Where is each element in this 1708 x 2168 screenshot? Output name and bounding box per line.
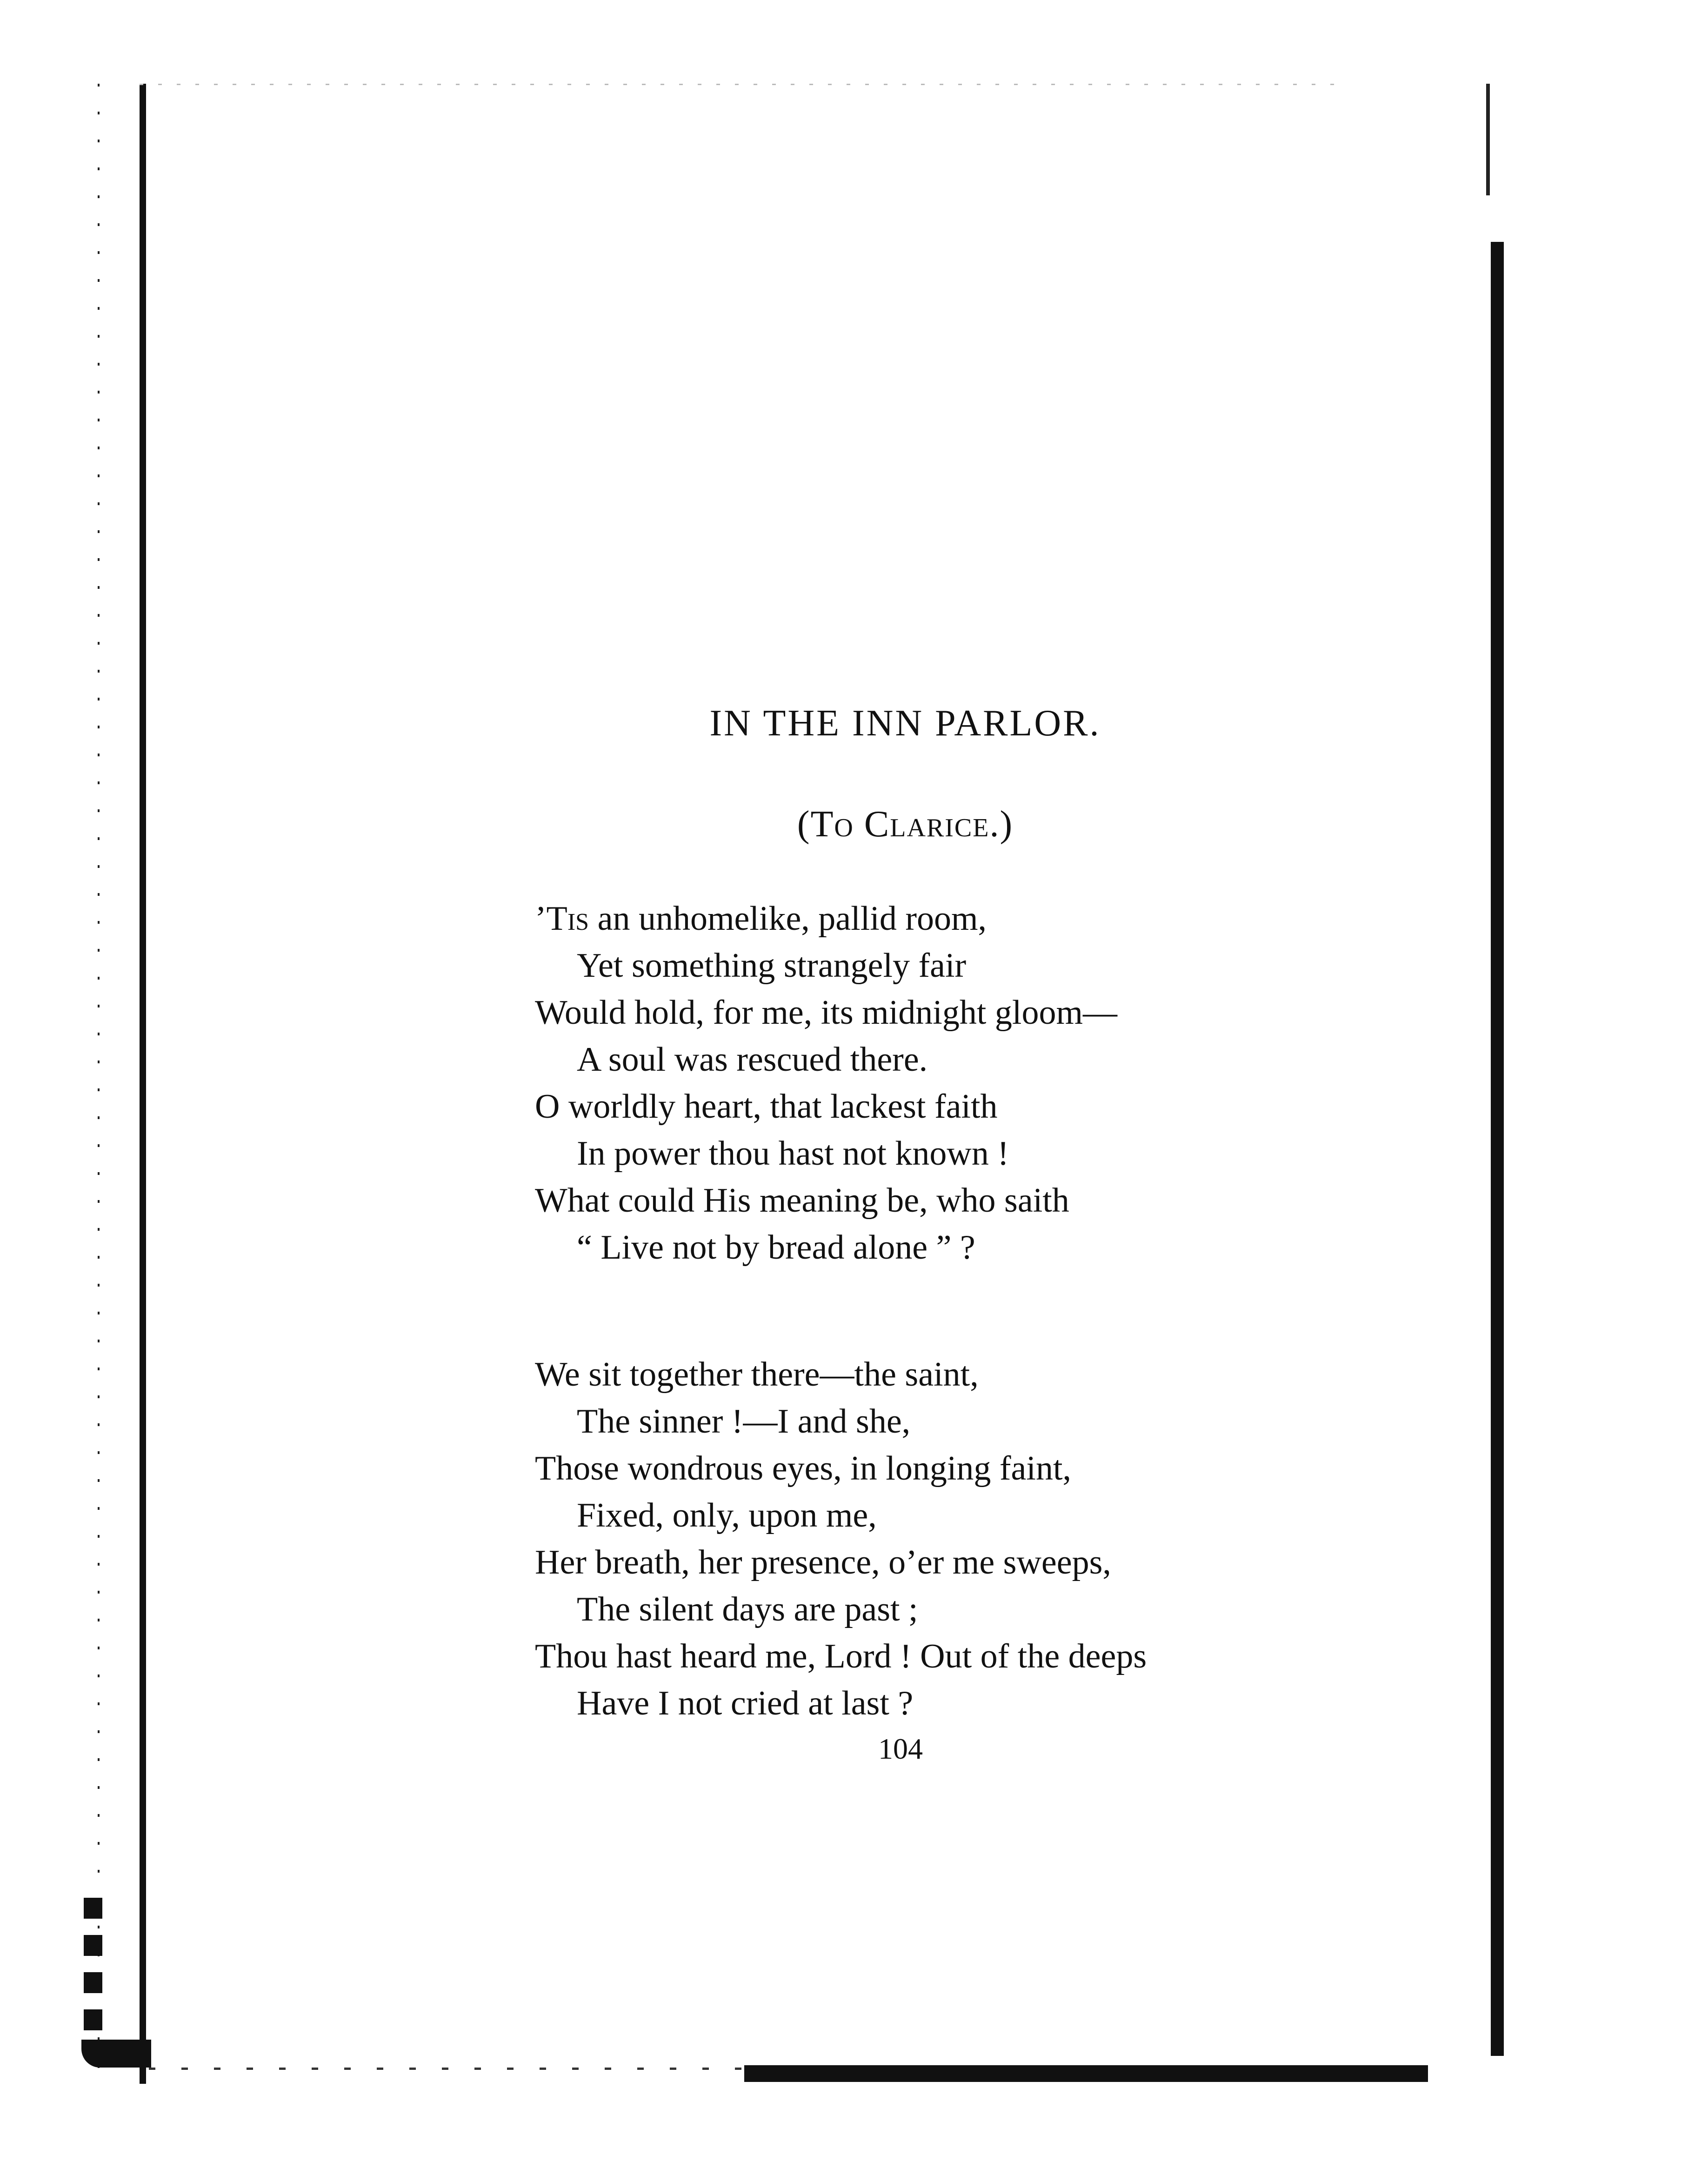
verse-line: Fixed, only, upon me, bbox=[577, 1496, 877, 1534]
verse-line: Those wondrous eyes, in longing faint, bbox=[535, 1449, 1071, 1488]
poem-title-text: IN THE INN PARLOR. bbox=[709, 703, 1101, 744]
verse-line-lead-word: ’Tis bbox=[535, 900, 589, 938]
verse-line: Have I not cried at last ? bbox=[577, 1684, 914, 1722]
verse-line bbox=[535, 895, 1419, 942]
page-edge-bottom bbox=[744, 2065, 1428, 2082]
stanza-1 bbox=[535, 895, 1419, 1271]
verse-line: “ Live not by bread alone ” ? bbox=[577, 1228, 975, 1267]
verse-line: The silent days are past ; bbox=[577, 1590, 918, 1628]
verse-line: What could His meaning be, who saith bbox=[535, 1181, 1069, 1220]
poem-dedication-text: (To Clarice.) bbox=[797, 804, 1014, 845]
verse-line: Thou hast heard me, Lord ! Out of the deeps bbox=[535, 1637, 1147, 1675]
verse-line: Would hold, for me, its midnight gloom— bbox=[535, 994, 1118, 1032]
verse-line: Her breath, her presence, o’er me sweeps, bbox=[535, 1543, 1111, 1581]
page-number bbox=[0, 1730, 1708, 1768]
verse-line: A soul was rescued there. bbox=[577, 1041, 928, 1079]
verse-line: The sinner !—I and she, bbox=[577, 1402, 911, 1441]
verse-line: O worldly heart, that lackest faith bbox=[535, 1087, 998, 1126]
page-number-text: 104 bbox=[878, 1732, 923, 1765]
verse-line: We sit together there—the saint, bbox=[535, 1355, 979, 1394]
page-edge-right-top bbox=[1486, 84, 1490, 195]
stanza-2 bbox=[535, 1351, 1419, 1727]
verse-line: In power thou hast not known ! bbox=[577, 1134, 1009, 1173]
page-edge-bottom-specks bbox=[149, 2068, 744, 2070]
page-edge-left bbox=[140, 84, 146, 2084]
verse-line-text: an unhomelike, pallid room, bbox=[589, 900, 987, 938]
verse-line: Yet something strangely fair bbox=[577, 947, 967, 985]
page-edge-left-specks bbox=[98, 84, 100, 2084]
page-edge-left-blocks bbox=[84, 1898, 102, 2037]
poem-dedication bbox=[0, 801, 1708, 847]
page-edge-right bbox=[1491, 242, 1504, 2056]
poem-title bbox=[0, 700, 1708, 747]
page-edge-top bbox=[140, 84, 1349, 85]
page-edge-corner bbox=[81, 2040, 151, 2068]
